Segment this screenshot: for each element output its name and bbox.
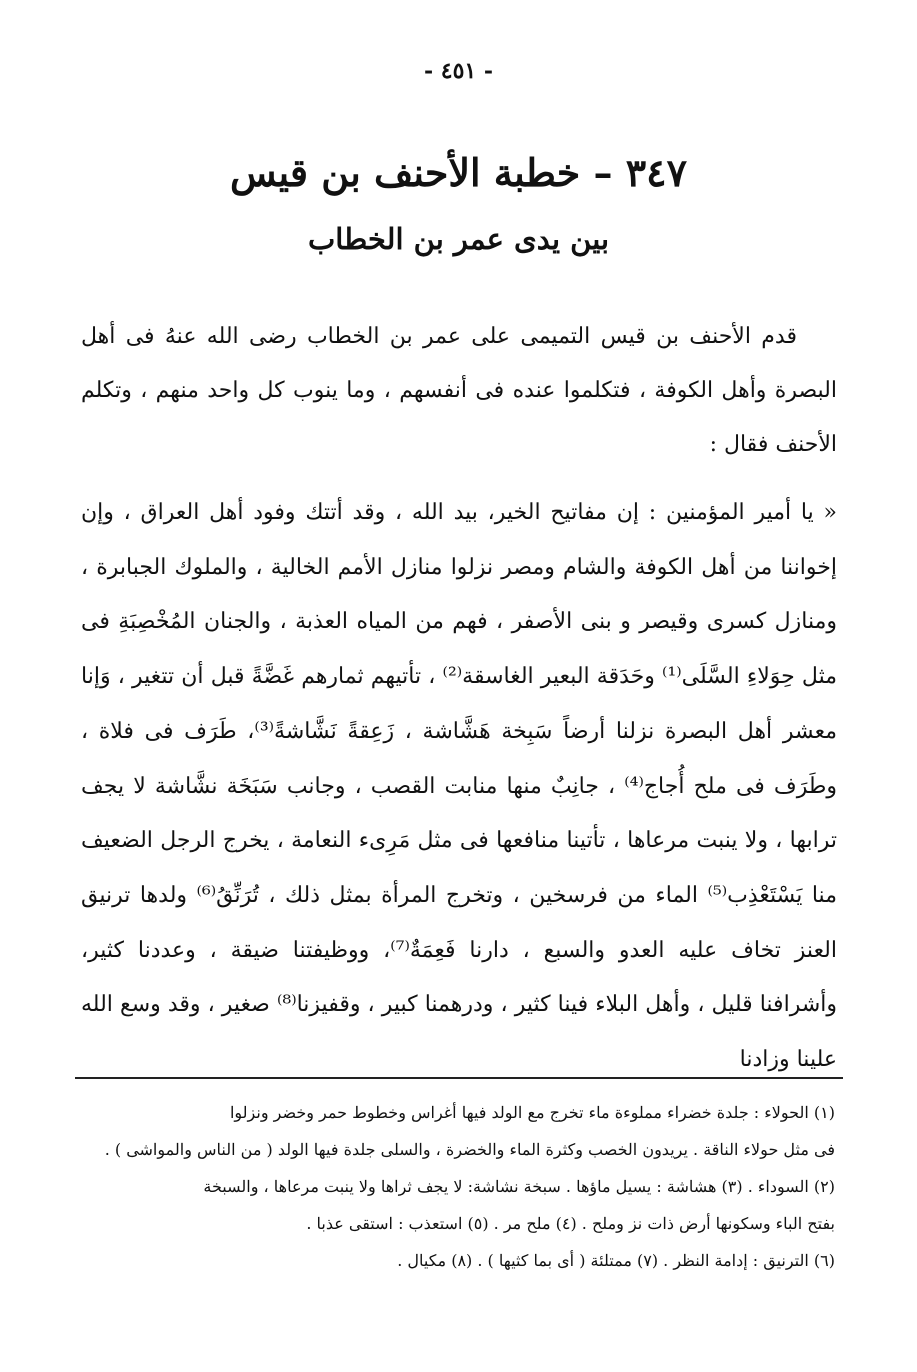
footnotes [83, 1094, 835, 1279]
page-title: ٣٤٧ – خطبة الأحنف بن قيس [230, 150, 687, 195]
intro-paragraph: قدم الأحنف بن قيس التميمى على عمر بن الخطاب رضى الله عنهُ فى أهل البصرة وأهل الكوفة ، فتكلموا عنده فى أنفسهم ، وما ينوب كل واحد منهم ، وتكلم الأحنف فقال : [81, 324, 837, 457]
footnote-line: (١) الحولاء : جلدة خضراء مملوءة ماء تخرج مع الولد فيها أغراس وخطوط حمر وخضر ونزلوا [229, 1103, 835, 1122]
footnote-line: بفتح الباء وسكونها أرض ذات نز وملح . (٤) ملح مر . (٥) استعذب : استقى عذبا . [306, 1214, 835, 1233]
footnote-line: (٢) السوداء . (٣) هشاشة : يسيل ماؤها . سبخة نشاشة: لا يجف ثراها ولا ينبت مرعاها ، والسبخة [203, 1177, 835, 1196]
page-number: - ٤٥١ - [423, 58, 494, 84]
footnote-divider [75, 1077, 843, 1079]
speech-paragraph: « يا أمير المؤمنين : إن مفاتيح الخير، بيد الله ، وقد أتتك وفود أهل العراق ، وإن إخواننا من أهل الكوفة والشام ومصر نزلوا منازل الأمم الخالية ، والملوك الجبابرة ، ومنازل كسرى وقيصر و بنى الأصفر ، فهم من المياه العذبة ، والجنان المُخْصِبَةِ فى مثل حِوَلاءِ السَّلَى⁽¹⁾ وحَدَقة البعير الغاسقة⁽²⁾ ، تأتيهم ثمارهم غَضَّةً قبل أن تتغير ، وَإنا معشر أهل البصرة نزلنا أرضاً سَبِخة هَشَّاشة ، زَعِقةً نَشَّاشةً⁽³⁾، طَرَف فى فلاة ، وطَرَف فى ملح أُجاج⁽⁴⁾ ، جانِبٌ منها منابت القصب ، وجانب سَبَخَة نشَّاشة لا يجف ترابها ، ولا ينبت مرعاها ، تأتينا منافعها فى مثل مَرِىء النعامة ، يخرج الرجل الضعيف منا يَسْتَعْذِب⁽⁵⁾ الماء من فرسخين ، وتخرج المرأة بمثل ذلك ، تُرَنِّقُ⁽⁶⁾ ولدها ترنيق العنز تخاف عليه العدو والسبع ، دارنا فَعِمَةٌ⁽⁷⁾، ووظيفتنا ضيقة ، وعددنا كثير، وأشرافنا قليل ، وأهل البلاء فينا كثير ، ودرهمنا كبير ، وقفيزنا⁽⁸⁾ صغير ، وقد وسع الله علينا وزادنا [81, 500, 838, 1073]
footnote-line: (٦) الترنيق : إدامة النظر . (٧) ممتلئة ( أى بما كثيها ) . (٨) مكيال . [397, 1251, 835, 1270]
footnote-line: فى مثل حولاء الناقة . يريدون الخصب وكثرة الماء والخضرة ، والسلى جلدة فيها الولد ( من الناس والمواشى ) . [104, 1140, 835, 1159]
page-subtitle: بين يدى عمر بن الخطاب [307, 222, 610, 256]
